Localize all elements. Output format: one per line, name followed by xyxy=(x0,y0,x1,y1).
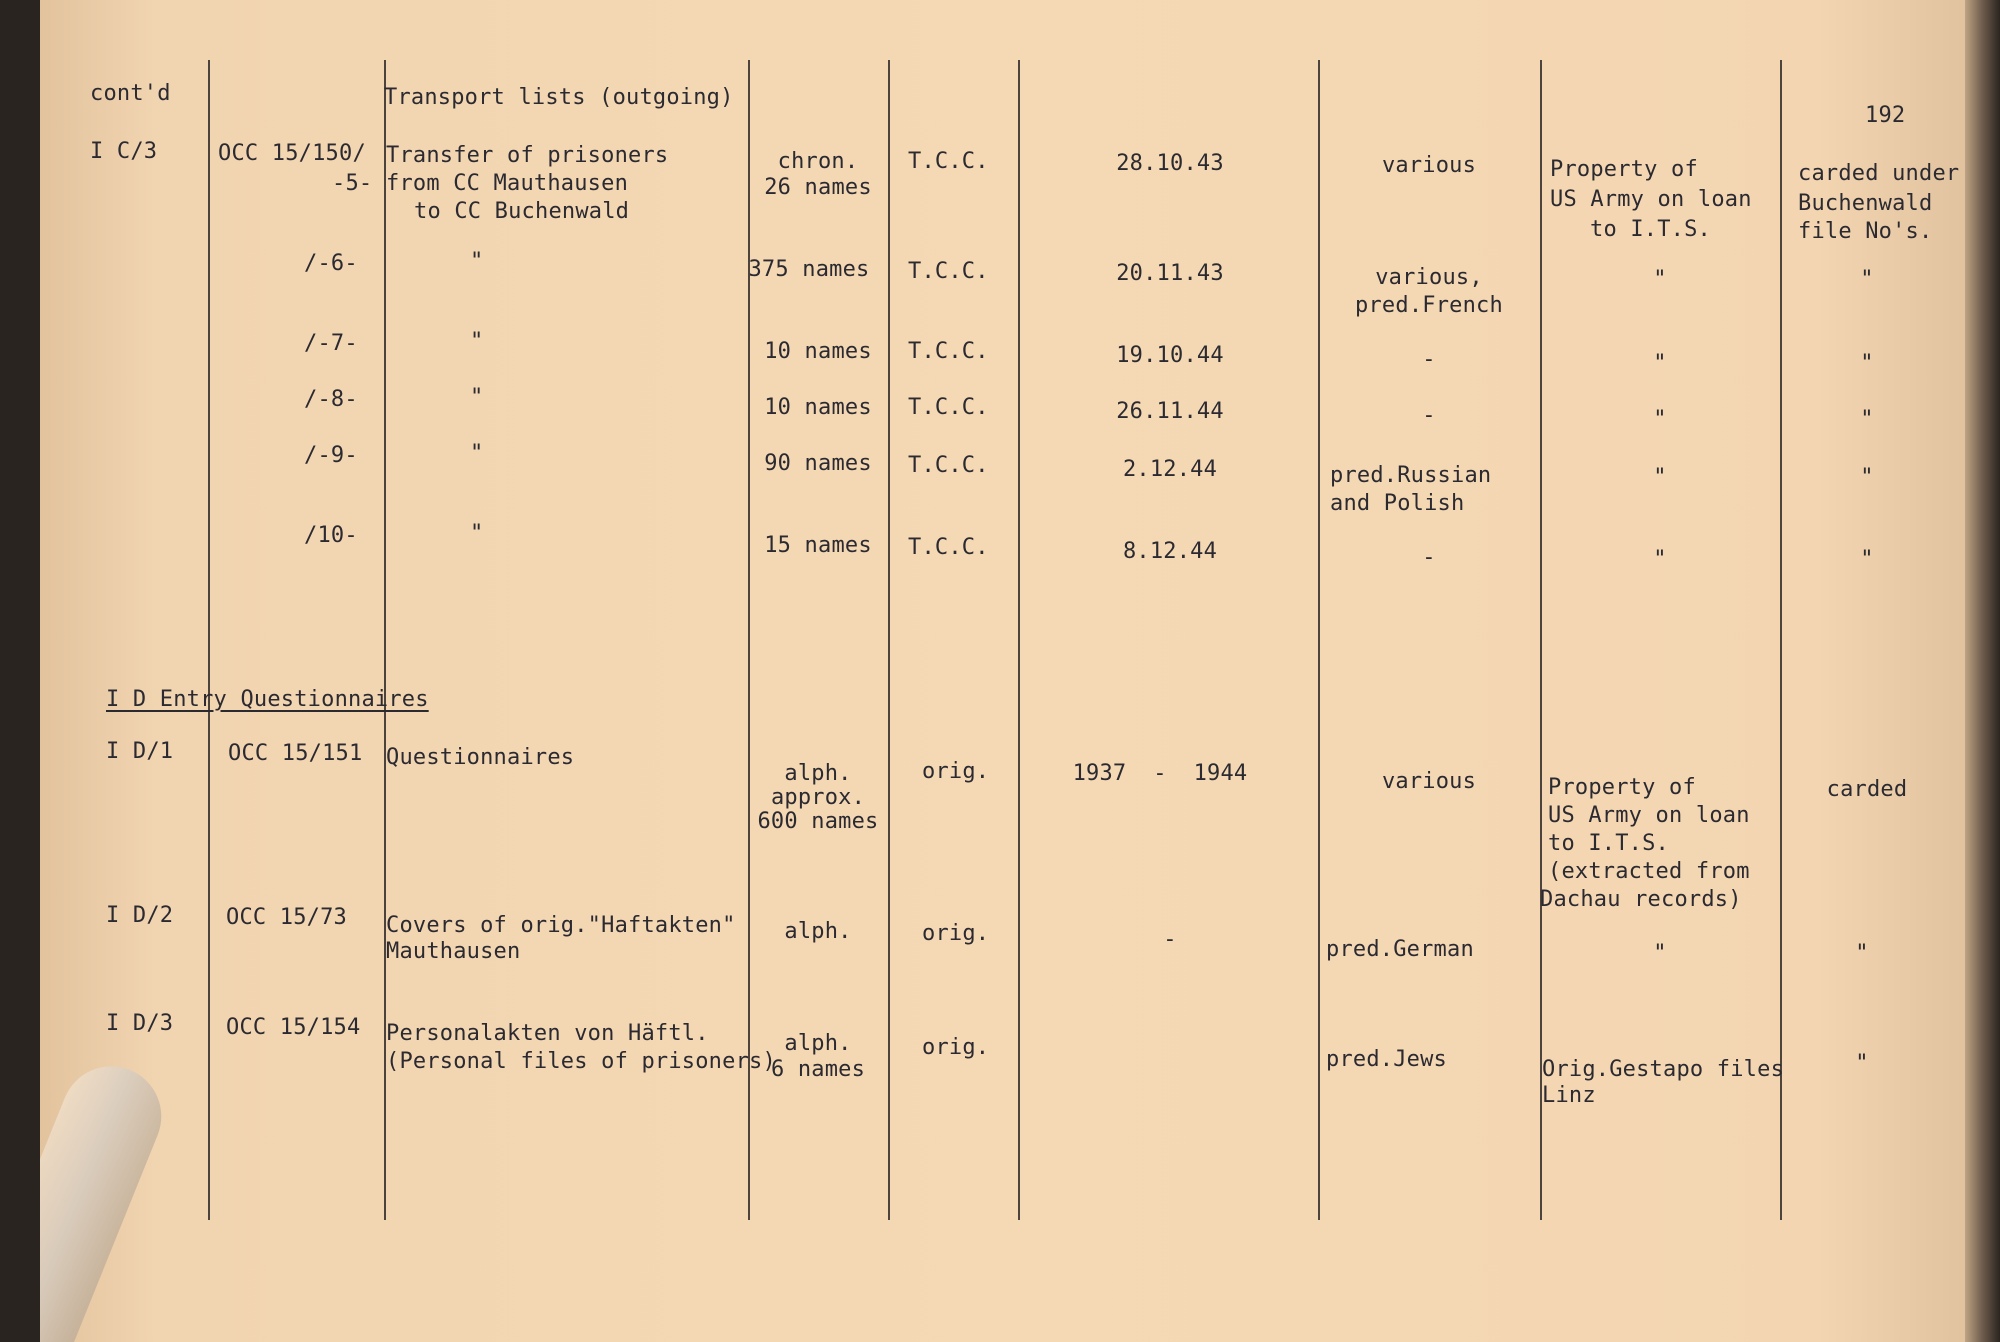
row-desc: Mauthausen xyxy=(386,939,521,964)
row-ownership: " xyxy=(1653,547,1667,572)
row-sub: /10- xyxy=(304,523,358,548)
row-remarks: " xyxy=(1860,465,1874,490)
row-ref: I D/3 xyxy=(106,1011,174,1036)
row-ref: I D/1 xyxy=(106,739,174,764)
row-arrangement: approx. xyxy=(770,785,866,810)
row-arrangement: alph. xyxy=(784,919,852,944)
contd-label: cont'd xyxy=(90,81,171,106)
row-remarks: file No's. xyxy=(1798,219,1933,244)
row-desc: Covers of orig."Haftakten" xyxy=(386,913,736,938)
row-form: T.C.C. xyxy=(908,535,989,560)
row-ownership: " xyxy=(1653,941,1667,966)
row-remarks: Buchenwald xyxy=(1798,191,1933,216)
row-sub: /-8- xyxy=(304,387,358,412)
row-ownership: " xyxy=(1653,465,1667,490)
row-ownership: Orig.Gestapo files xyxy=(1542,1057,1785,1082)
row-ownership: US Army on loan xyxy=(1550,187,1752,212)
row-arrangement: 10 names xyxy=(764,395,872,420)
row-nationality: pred.German xyxy=(1326,937,1474,962)
row-form: orig. xyxy=(922,1035,990,1060)
row-ownership: Property of xyxy=(1548,775,1696,800)
row-desc: " xyxy=(470,521,484,546)
column-rule xyxy=(1018,60,1020,1220)
row-occ: OCC 15/73 xyxy=(226,905,348,930)
row-nationality: pred.Russian xyxy=(1330,463,1492,488)
row-form: T.C.C. xyxy=(908,453,989,478)
row-ownership: Linz xyxy=(1542,1083,1596,1108)
row-sub: /-9- xyxy=(304,443,358,468)
row-arrangement: alph. xyxy=(784,761,852,786)
row-remarks: carded under xyxy=(1798,161,1960,186)
row-nationality: pred.French xyxy=(1355,293,1503,318)
stylus-shadow xyxy=(40,1051,176,1342)
row-arrangement: chron. xyxy=(777,149,859,174)
row-date: 28.10.43 xyxy=(1116,151,1224,176)
row-remarks: " xyxy=(1855,941,1869,966)
row-desc: " xyxy=(470,249,484,274)
row-remarks: " xyxy=(1860,351,1874,376)
column-rule xyxy=(1780,60,1782,1220)
row-desc: Transfer of prisoners xyxy=(386,143,669,168)
row-nationality: various xyxy=(1381,153,1477,178)
row-ref: I C/3 xyxy=(90,139,158,164)
row-arrangement: 26 names xyxy=(764,175,872,200)
row-arrangement: 600 names xyxy=(757,809,879,834)
row-remarks: " xyxy=(1860,407,1874,432)
row-nationality: pred.Jews xyxy=(1326,1047,1448,1072)
row-desc: (Personal files of prisoners) xyxy=(386,1049,776,1074)
row-date: - xyxy=(1163,927,1177,952)
row-form: T.C.C. xyxy=(908,149,989,174)
row-occ: OCC 15/151 xyxy=(228,741,363,766)
row-date: 2.12.44 xyxy=(1122,457,1218,482)
row-desc: " xyxy=(470,441,484,466)
column-rule xyxy=(208,60,210,1220)
row-desc: Questionnaires xyxy=(386,745,575,770)
column-rule xyxy=(1318,60,1320,1220)
row-nationality: and Polish xyxy=(1330,491,1465,516)
row-form: T.C.C. xyxy=(908,339,989,364)
row-form: T.C.C. xyxy=(908,259,989,284)
row-remarks: " xyxy=(1860,547,1874,572)
row-arrangement: 375 names xyxy=(748,257,870,282)
row-ownership: to I.T.S. xyxy=(1590,217,1712,242)
row-form: orig. xyxy=(922,921,990,946)
row-ownership: (extracted from xyxy=(1548,859,1750,884)
row-ref: I D/2 xyxy=(106,903,174,928)
row-sub: /-7- xyxy=(304,331,358,356)
row-arrangement: 90 names xyxy=(764,451,872,476)
row-remarks: " xyxy=(1860,267,1874,292)
row-ownership: Dachau records) xyxy=(1540,887,1742,912)
row-ownership: US Army on loan xyxy=(1548,803,1750,828)
column-rule xyxy=(888,60,890,1220)
row-ownership: to I.T.S. xyxy=(1548,831,1670,856)
row-ownership: " xyxy=(1653,407,1667,432)
row-date: 19.10.44 xyxy=(1116,343,1224,368)
section-title: Transport lists (outgoing) xyxy=(384,85,734,110)
row-sub: /-6- xyxy=(304,251,358,276)
page-number: 192 xyxy=(1865,103,1906,128)
row-desc: from CC Mauthausen xyxy=(386,171,629,196)
row-date: 8.12.44 xyxy=(1122,539,1218,564)
page-edge xyxy=(1965,0,2000,1342)
row-occ: OCC 15/154 xyxy=(226,1015,361,1040)
row-ownership: Property of xyxy=(1550,157,1698,182)
row-remarks: carded xyxy=(1826,777,1908,802)
row-date: 26.11.44 xyxy=(1116,399,1224,424)
row-remarks: " xyxy=(1855,1051,1869,1076)
row-date: 20.11.43 xyxy=(1116,261,1224,286)
row-sub: -5- xyxy=(332,171,373,196)
row-ownership: " xyxy=(1653,351,1667,376)
row-nationality: various xyxy=(1381,769,1477,794)
row-desc: " xyxy=(470,329,484,354)
row-nationality: - xyxy=(1422,545,1436,570)
row-desc: Personalakten von Häftl. xyxy=(386,1021,709,1046)
ledger-page xyxy=(40,0,1970,1342)
row-nationality: - xyxy=(1422,403,1436,428)
row-ownership: " xyxy=(1653,267,1667,292)
section-d-title: I D Entry Questionnaires xyxy=(106,687,429,712)
row-arrangement: 6 names xyxy=(770,1057,866,1082)
row-nationality: various, xyxy=(1375,265,1483,290)
row-arrangement: 10 names xyxy=(764,339,872,364)
row-form: T.C.C. xyxy=(908,395,989,420)
row-arrangement: alph. xyxy=(784,1031,852,1056)
column-rule xyxy=(1540,60,1542,1220)
row-date: 1937 - 1944 xyxy=(1072,761,1248,786)
row-form: orig. xyxy=(922,759,990,784)
row-arrangement: 15 names xyxy=(764,533,872,558)
row-desc: " xyxy=(470,385,484,410)
row-desc: to CC Buchenwald xyxy=(414,199,630,224)
row-occ: OCC 15/150/ xyxy=(218,141,366,166)
row-nationality: - xyxy=(1422,347,1436,372)
